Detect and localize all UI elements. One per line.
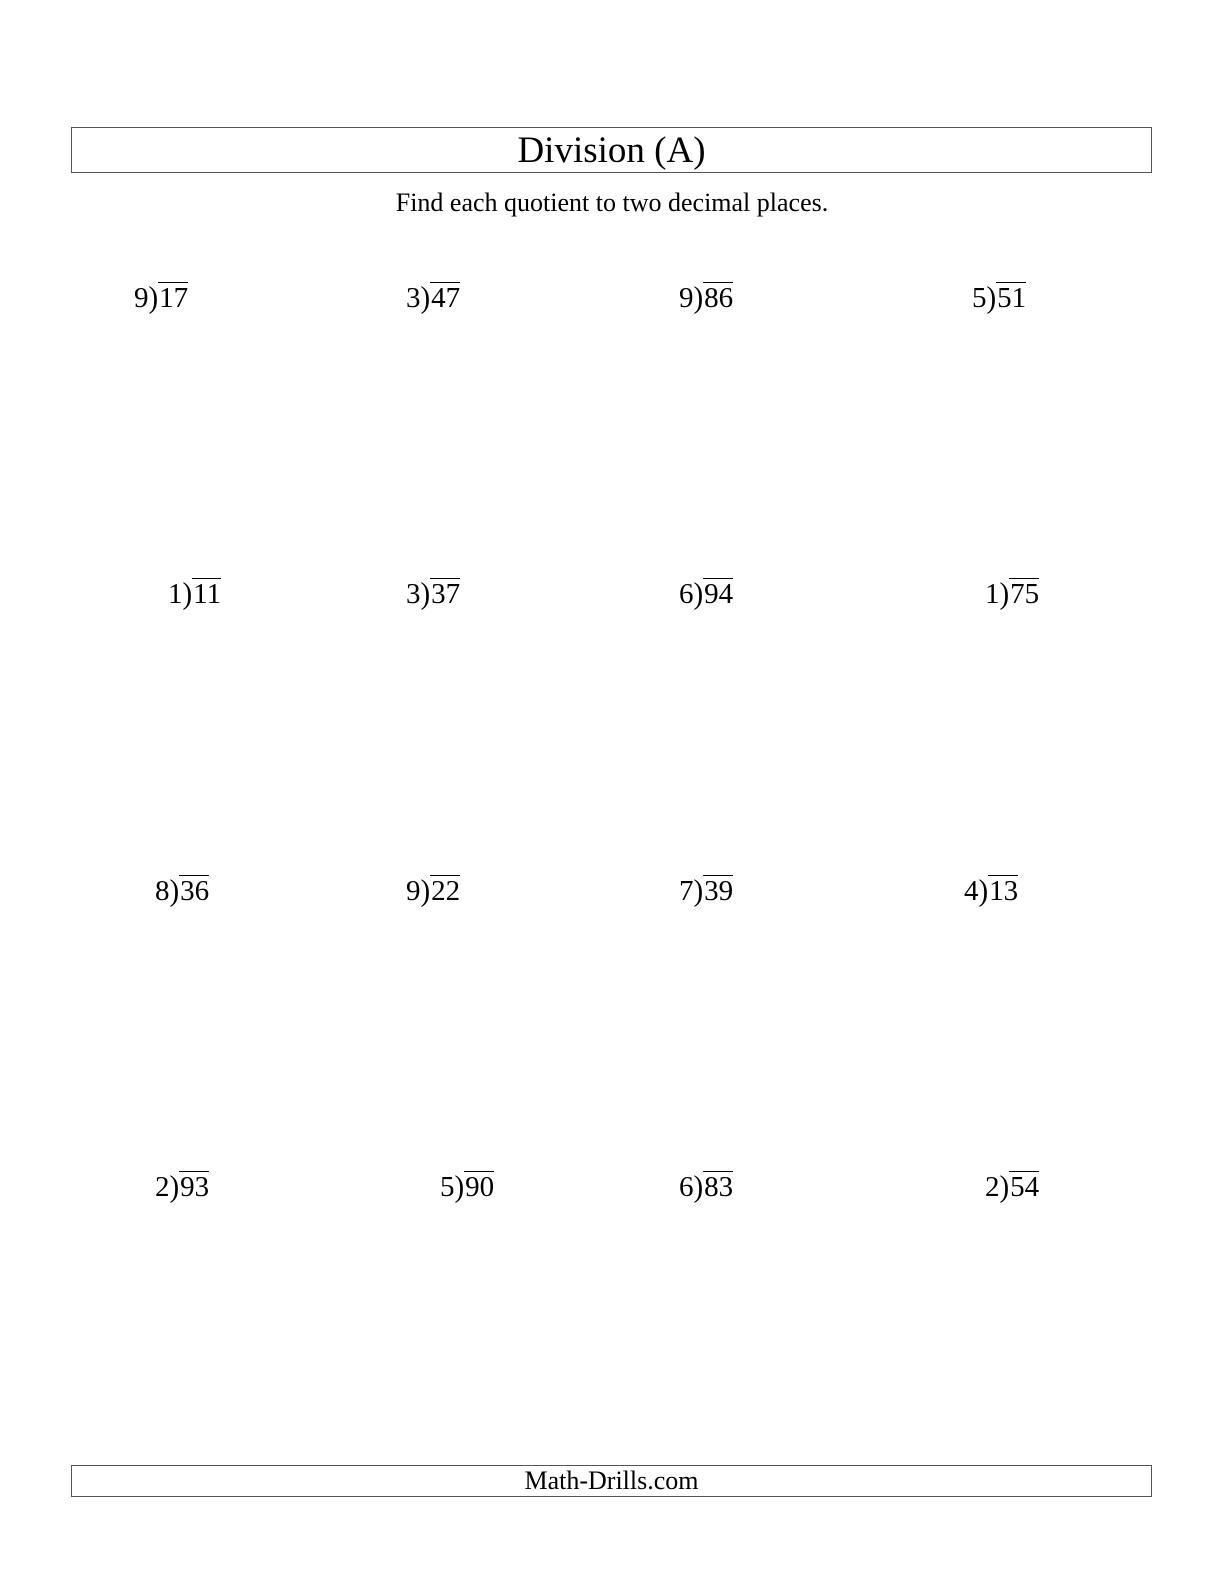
division-problem (440, 1171, 494, 1202)
dividend: 22 (431, 875, 461, 907)
dividend: 86 (704, 282, 734, 314)
divisor: 1 (985, 578, 1000, 610)
division-problem (679, 282, 733, 313)
dividend: 47 (431, 282, 461, 314)
divisor: 1 (168, 578, 183, 610)
dividend: 39 (704, 875, 734, 907)
division-bracket: ) (420, 577, 431, 611)
dividend: 54 (1010, 1171, 1040, 1203)
dividend: 51 (997, 282, 1027, 314)
division-bracket: ) (999, 577, 1010, 611)
divisor: 3 (406, 578, 421, 610)
divisor: 5 (972, 282, 987, 314)
divisor: 6 (679, 1171, 694, 1203)
division-bracket: ) (986, 281, 997, 315)
divisor: 9 (679, 282, 694, 314)
division-bracket: ) (693, 281, 704, 315)
division-bracket: ) (454, 1170, 465, 1204)
division-problem (985, 578, 1039, 609)
dividend: 11 (193, 578, 222, 610)
division-bracket: ) (693, 874, 704, 908)
divisor: 3 (406, 282, 421, 314)
division-problem (679, 1171, 733, 1202)
division-bracket: ) (693, 1170, 704, 1204)
instructions: Find each quotient to two decimal places. (395, 188, 829, 217)
dividend: 93 (180, 1171, 210, 1203)
dividend: 37 (431, 578, 461, 610)
division-problem (679, 875, 733, 906)
division-bracket: ) (420, 874, 431, 908)
divisor: 8 (155, 875, 170, 907)
division-problem (964, 875, 1018, 906)
dividend: 75 (1010, 578, 1040, 610)
division-bracket: ) (148, 281, 159, 315)
divisor: 9 (134, 282, 149, 314)
footer-text: Math-Drills.com (524, 1466, 699, 1495)
division-problem (406, 578, 460, 609)
division-bracket: ) (978, 874, 989, 908)
division-problem (972, 282, 1026, 313)
division-bracket: ) (182, 577, 193, 611)
division-bracket: ) (693, 577, 704, 611)
division-problem (155, 875, 209, 906)
divisor: 2 (985, 1171, 1000, 1203)
division-bracket: ) (169, 1170, 180, 1204)
dividend: 17 (159, 282, 189, 314)
divisor: 4 (964, 875, 979, 907)
dividend: 13 (989, 875, 1019, 907)
footer-box (71, 1465, 1152, 1497)
division-problem (679, 578, 733, 609)
division-problem (406, 282, 460, 313)
dividend: 94 (704, 578, 734, 610)
divisor: 6 (679, 578, 694, 610)
dividend: 90 (465, 1171, 495, 1203)
divisor: 5 (440, 1171, 455, 1203)
division-problem (406, 875, 460, 906)
divisor: 7 (679, 875, 694, 907)
dividend: 83 (704, 1171, 734, 1203)
dividend: 36 (180, 875, 210, 907)
divisor: 2 (155, 1171, 170, 1203)
division-problem (134, 282, 188, 313)
page-title: Division (A) (517, 129, 706, 171)
divisor: 9 (406, 875, 421, 907)
division-problem (155, 1171, 209, 1202)
division-bracket: ) (420, 281, 431, 315)
division-problem (168, 578, 221, 609)
division-problem (985, 1171, 1039, 1202)
division-bracket: ) (999, 1170, 1010, 1204)
division-bracket: ) (169, 874, 180, 908)
